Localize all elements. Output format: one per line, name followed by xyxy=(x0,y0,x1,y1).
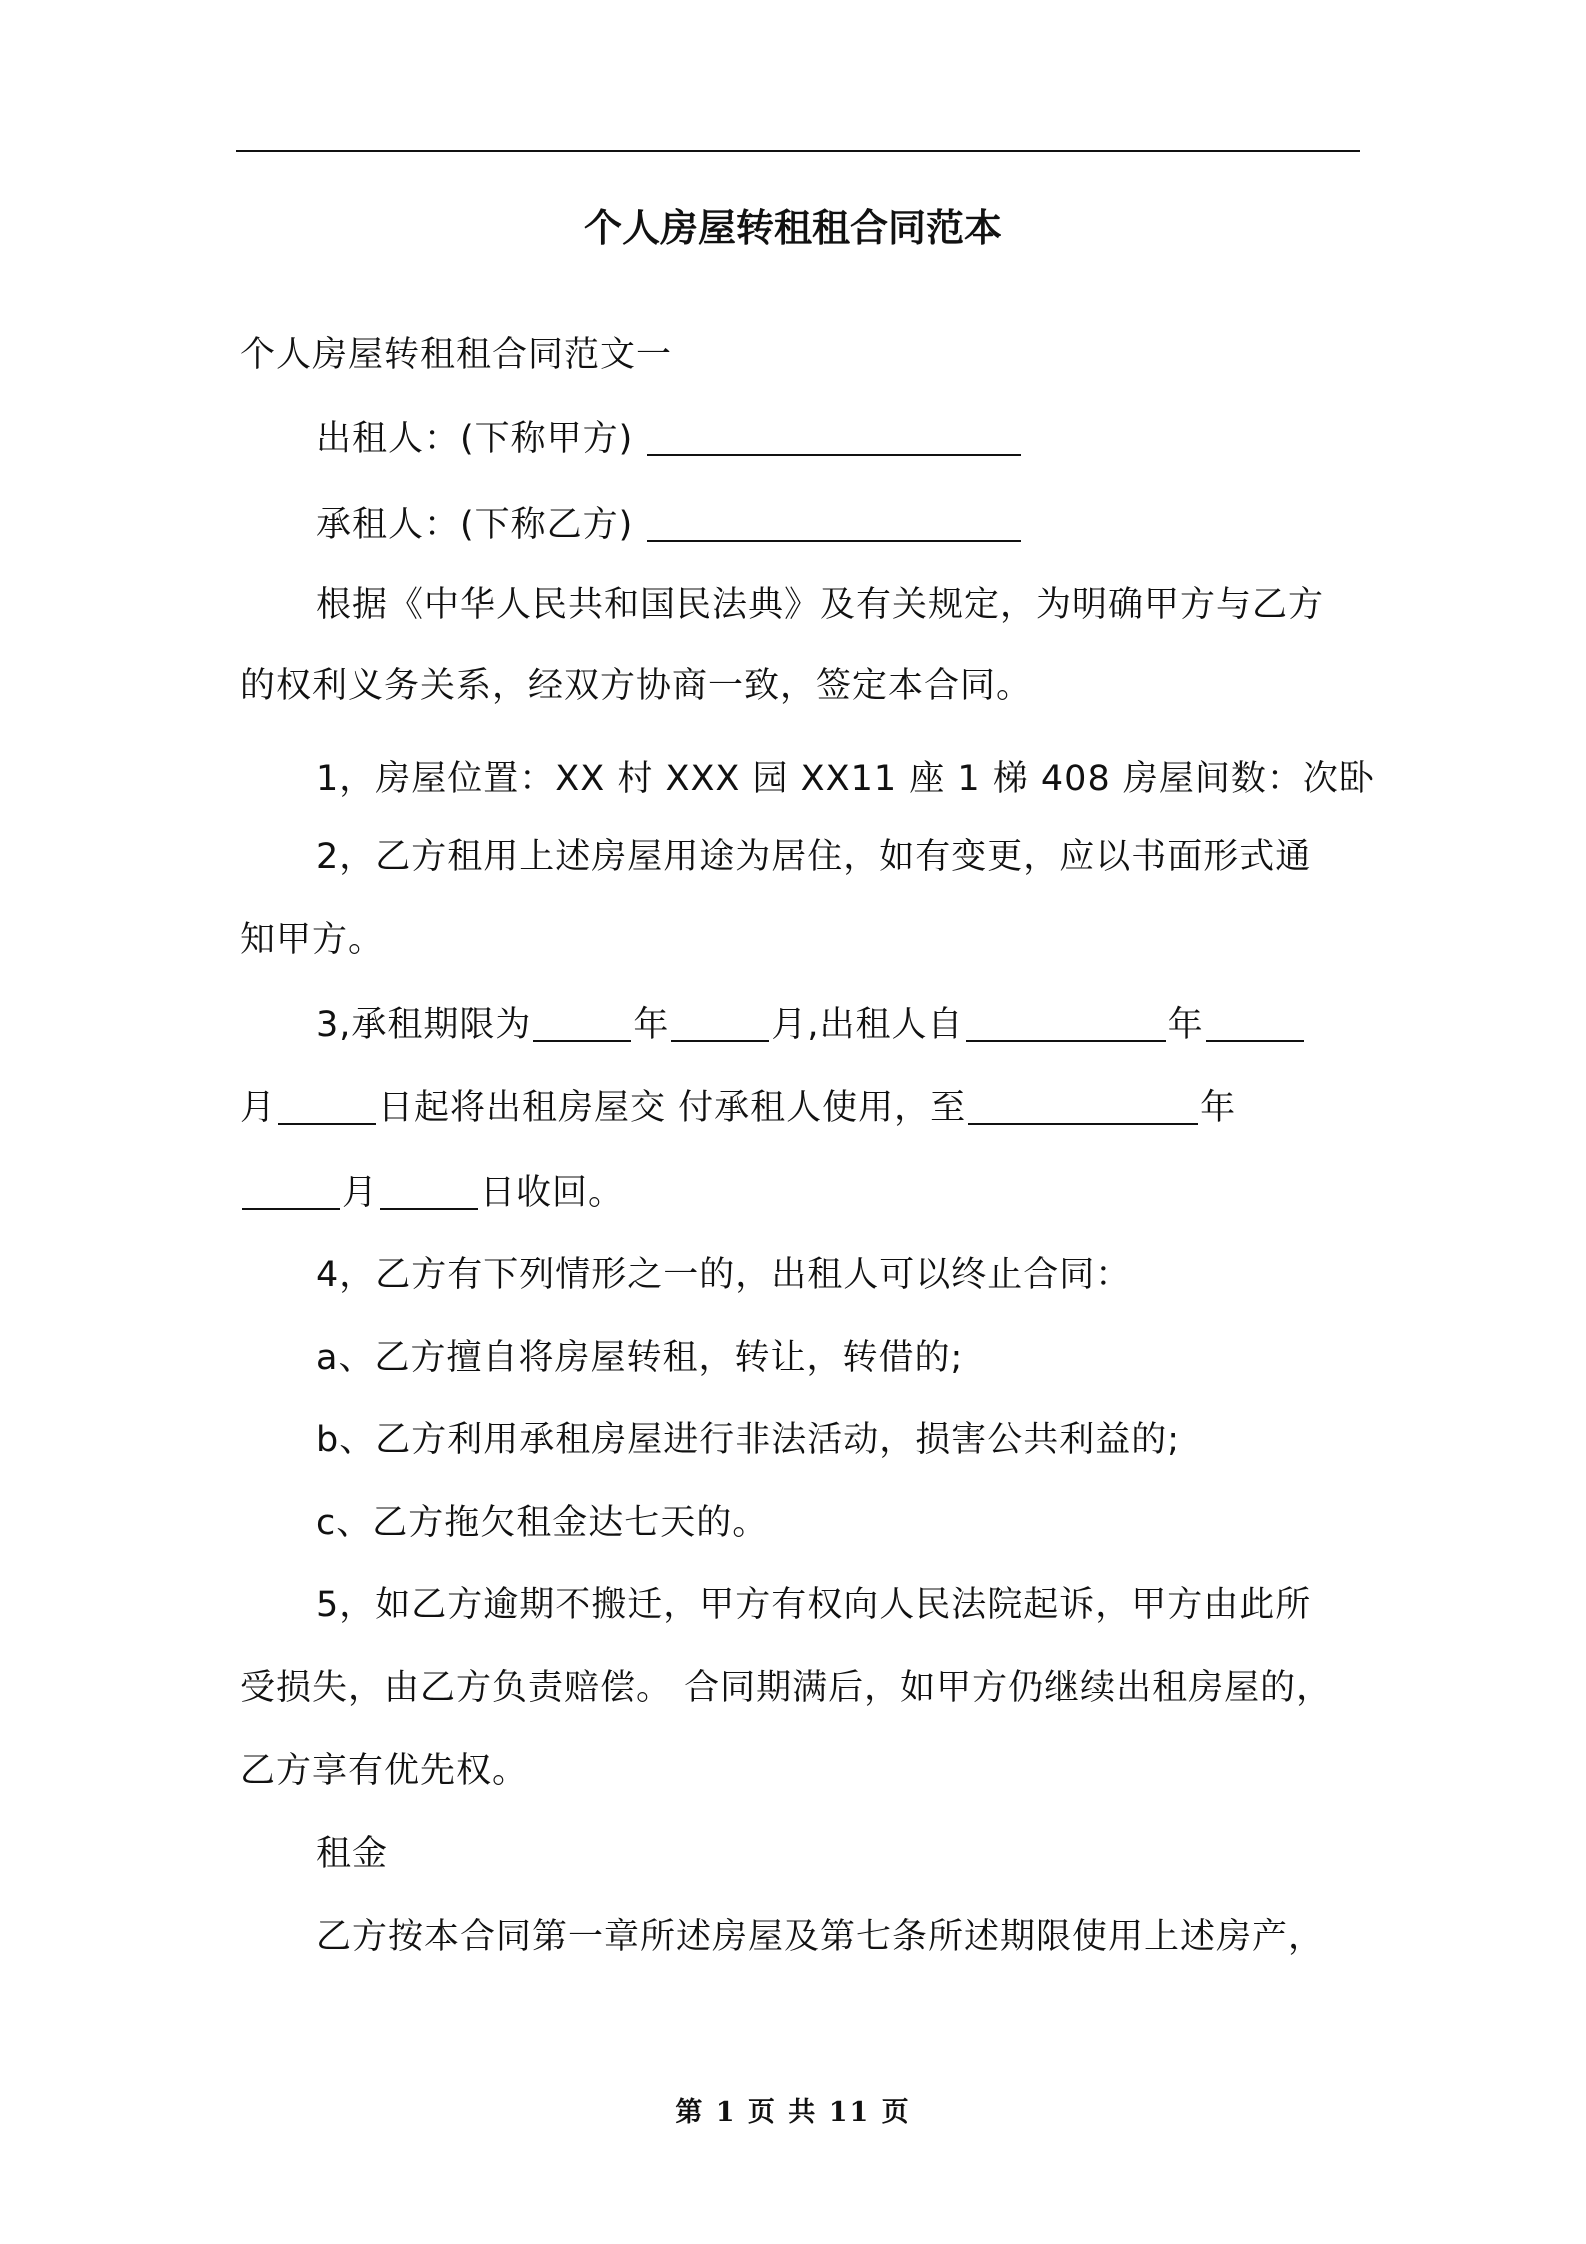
lessor-label: 出租人：(下称甲方) xyxy=(316,419,634,459)
clause-2-line-1: 2，乙方租用上述房屋用途为居住，如有变更，应以书面形式通 xyxy=(316,837,1312,877)
clause-3-end-year-unit: 年 xyxy=(1200,1088,1237,1128)
clause-3-return-text: 日收回。 xyxy=(480,1173,625,1213)
clause-3-line-3 xyxy=(240,1163,624,1223)
lessor-name-blank xyxy=(647,420,1021,456)
page-number: 第 1 页 共 11 页 xyxy=(675,2097,911,2128)
rent-line-1: 乙方按本合同第一章所述房屋及第七条所述期限使用上述房产， xyxy=(316,1917,1325,1957)
clause-5-line-1: 5，如乙方逾期不搬迁，甲方有权向人民法院起诉，甲方由此所 xyxy=(316,1585,1312,1625)
header-rule xyxy=(236,150,1360,152)
rent-heading: 租金 xyxy=(316,1834,389,1874)
intro-line-1: 根据《中华人民共和国民法典》及有关规定，为明确甲方与乙方 xyxy=(316,585,1325,625)
clause-3-line-2 xyxy=(240,1078,1236,1138)
clause-4-item-b: b、乙方利用承租房屋进行非法活动，损害公共利益的; xyxy=(316,1420,1181,1460)
clause-2-line-2: 知甲方。 xyxy=(240,920,385,960)
end-day-blank xyxy=(380,1174,478,1210)
document-subtitle: 个人房屋转租租合同范文一 xyxy=(240,335,673,375)
end-year-blank xyxy=(968,1089,1198,1125)
term-years-blank xyxy=(533,1006,631,1042)
clause-4-item-c: c、乙方拖欠租金达七天的。 xyxy=(316,1503,769,1543)
clause-3-handover-text: 日起将出租房屋交 付承租人使用，至 xyxy=(378,1088,967,1128)
intro-line-2: 的权利义务关系，经双方协商一致，签定本合同。 xyxy=(240,666,1033,706)
clause-3-end-month-unit: 月 xyxy=(342,1173,379,1213)
lessee-name-blank xyxy=(647,506,1021,542)
clause-4: 4，乙方有下列情形之一的，出租人可以终止合同： xyxy=(316,1255,1132,1295)
document-title: 个人房屋转租租合同范本 xyxy=(583,206,1002,250)
clause-3-month-text: 月,出租人自 xyxy=(771,1005,964,1045)
start-year-blank xyxy=(966,1006,1166,1042)
term-months-blank xyxy=(671,1006,769,1042)
clause-3-year-unit: 年 xyxy=(633,1005,670,1045)
start-day-blank xyxy=(278,1089,376,1125)
clause-3-line-1 xyxy=(316,995,1306,1055)
lessor-line xyxy=(316,409,1023,469)
clause-4-item-a: a、乙方擅自将房屋转租，转让，转借的; xyxy=(316,1338,964,1378)
clause-1: 1，房屋位置：XX 村 XXX 园 XX11 座 1 梯 408 房屋间数：次卧 xyxy=(316,759,1375,799)
clause-3-prefix: 3,承租期限为 xyxy=(316,1005,532,1045)
clause-3-start-month-unit: 月 xyxy=(240,1088,277,1128)
clause-3-start-year-unit: 年 xyxy=(1167,1005,1204,1045)
clause-5-line-2: 受损失，由乙方负责赔偿。 合同期满后，如甲方仍继续出租房屋的， xyxy=(240,1668,1333,1708)
start-month-blank xyxy=(1206,1006,1304,1042)
lessee-line xyxy=(316,495,1023,555)
clause-5-line-3: 乙方享有优先权。 xyxy=(240,1751,529,1791)
lessee-label: 承租人：(下称乙方) xyxy=(316,505,634,545)
end-month-blank xyxy=(242,1174,340,1210)
